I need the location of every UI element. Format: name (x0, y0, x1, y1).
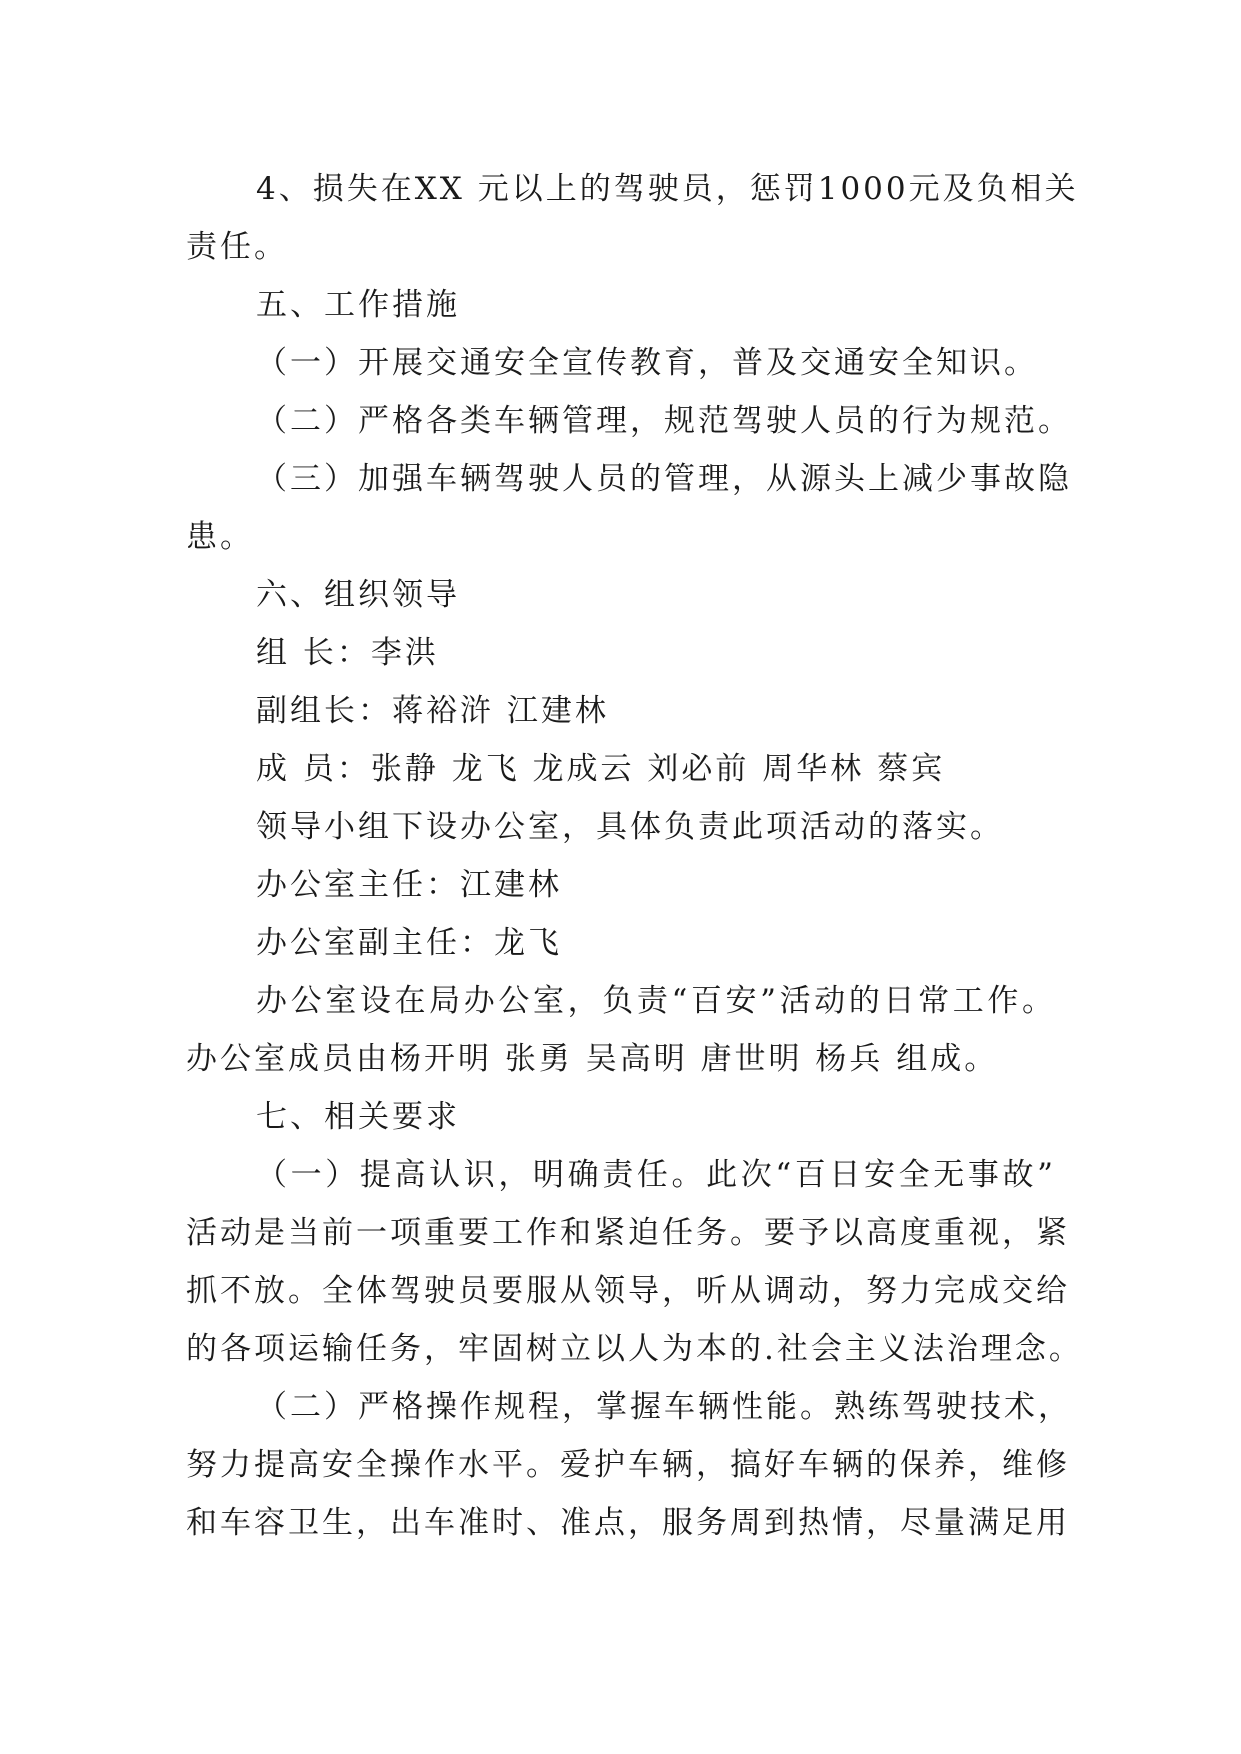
paragraph-line: 4、损失在XX 元以上的驾驶员，惩罚1000元及负相关 (256, 171, 1079, 207)
paragraph-line: 领导小组下设办公室，具体负责此项活动的落实。 (256, 809, 1004, 845)
paragraph-line: （三）加强车辆驾驶人员的管理，从源头上减少事故隐 (256, 461, 1072, 497)
paragraph-line: 和车容卫生，出车准时、准点，服务周到热情，尽量满足用 (186, 1505, 1070, 1541)
paragraph-line: 责任。 (186, 229, 288, 265)
paragraph-line: （二）严格各类车辆管理，规范驾驶人员的行为规范。 (256, 403, 1072, 439)
section-heading: 七、相关要求 (256, 1099, 460, 1135)
paragraph-line: 办公室副主任：龙飞 (256, 925, 562, 961)
paragraph-line: 成 员：张静 龙飞 龙成云 刘必前 周华林 蔡宾 (256, 751, 946, 787)
section-heading: 五、工作措施 (256, 287, 460, 323)
paragraph-line: 组 长：李洪 (256, 635, 439, 671)
section-heading: 六、组织领导 (256, 577, 460, 613)
paragraph-line: 副组长：蒋裕浒 江建林 (256, 693, 609, 729)
paragraph-line: 抓不放。全体驾驶员要服从领导，听从调动，努力完成交给 (186, 1273, 1070, 1309)
paragraph-line: （一）提高认识，明确责任。此次“百日安全无事故” (256, 1157, 1056, 1193)
paragraph-line: 努力提高安全操作水平。爱护车辆，搞好车辆的保养，维修 (186, 1447, 1070, 1483)
paragraph-line: （一）开展交通安全宣传教育，普及交通安全知识。 (256, 345, 1038, 381)
paragraph-line: 办公室成员由杨开明 张勇 吴高明 唐世明 杨兵 组成。 (186, 1041, 999, 1077)
paragraph-line: 活动是当前一项重要工作和紧迫任务。要予以高度重视，紧 (186, 1215, 1070, 1251)
paragraph-line: 患。 (186, 519, 254, 555)
paragraph-line: （二）严格操作规程，掌握车辆性能。熟练驾驶技术， (256, 1389, 1072, 1425)
paragraph-line: 的各项运输任务，牢固树立以人为本的.社会主义法治理念。 (186, 1331, 1083, 1367)
document-body (186, 160, 1083, 1552)
paragraph-line: 办公室设在局办公室，负责“百安”活动的日常工作。 (256, 983, 1056, 1019)
paragraph-line: 办公室主任：江建林 (256, 867, 562, 903)
